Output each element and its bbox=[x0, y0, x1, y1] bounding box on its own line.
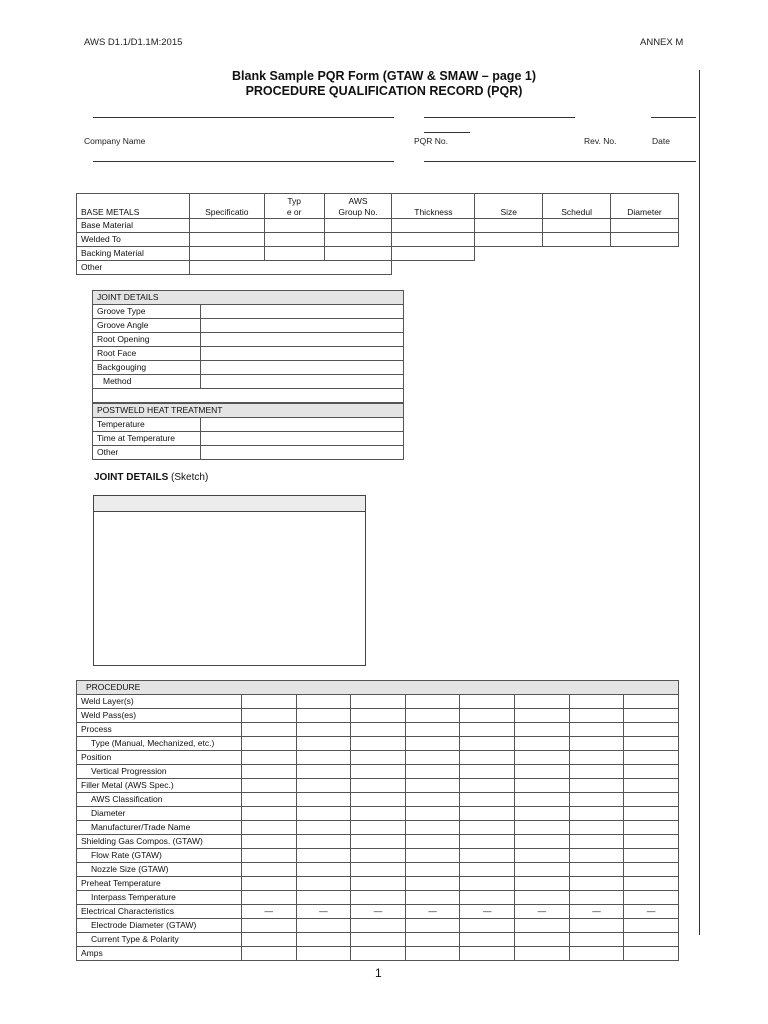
procedure-value-cell[interactable] bbox=[569, 933, 624, 947]
procedure-value-cell[interactable]: — bbox=[351, 905, 406, 919]
field-cell[interactable] bbox=[200, 361, 403, 375]
procedure-value-cell[interactable] bbox=[624, 765, 679, 779]
procedure-value-cell[interactable] bbox=[351, 793, 406, 807]
procedure-value-cell[interactable] bbox=[460, 933, 515, 947]
procedure-value-cell[interactable] bbox=[460, 919, 515, 933]
procedure-value-cell[interactable] bbox=[624, 807, 679, 821]
procedure-value-cell[interactable] bbox=[241, 835, 296, 849]
base-material-row bbox=[77, 219, 679, 233]
procedure-row-label: Manufacturer/Trade Name bbox=[77, 821, 242, 835]
annex-label: ANNEX M bbox=[640, 37, 684, 48]
procedure-row-label: Position bbox=[77, 751, 242, 765]
margin-rule bbox=[699, 70, 700, 935]
procedure-value-cell[interactable] bbox=[351, 807, 406, 821]
field-cell[interactable] bbox=[200, 347, 403, 361]
procedure-row bbox=[77, 877, 679, 891]
procedure-value-cell[interactable] bbox=[241, 863, 296, 877]
field-cell[interactable] bbox=[200, 319, 403, 333]
procedure-value-cell[interactable] bbox=[296, 821, 351, 835]
procedure-value-cell[interactable] bbox=[569, 695, 624, 709]
procedure-value-cell[interactable] bbox=[515, 919, 570, 933]
procedure-value-cell[interactable] bbox=[405, 821, 460, 835]
procedure-value-cell[interactable] bbox=[405, 835, 460, 849]
procedure-row-label: Type (Manual, Mechanized, etc.) bbox=[77, 737, 242, 751]
procedure-value-cell[interactable] bbox=[405, 849, 460, 863]
pqr-line-top bbox=[424, 117, 575, 118]
procedure-value-cell[interactable] bbox=[569, 821, 624, 835]
row-label: Temperature bbox=[93, 418, 201, 432]
procedure-value-cell[interactable] bbox=[515, 849, 570, 863]
row-label: Time at Temperature bbox=[93, 432, 201, 446]
procedure-value-cell[interactable] bbox=[515, 779, 570, 793]
procedure-value-cell[interactable] bbox=[624, 709, 679, 723]
procedure-value-cell[interactable] bbox=[569, 737, 624, 751]
procedure-row bbox=[77, 863, 679, 877]
field-cell[interactable] bbox=[324, 233, 392, 247]
procedure-value-cell[interactable] bbox=[296, 877, 351, 891]
procedure-row bbox=[77, 821, 679, 835]
field-cell[interactable] bbox=[264, 219, 324, 233]
procedure-value-cell[interactable] bbox=[351, 947, 406, 961]
joint-details-title: JOINT DETAILS bbox=[93, 291, 404, 305]
procedure-value-cell[interactable] bbox=[405, 765, 460, 779]
procedure-value-cell[interactable] bbox=[569, 919, 624, 933]
procedure-value-cell[interactable] bbox=[515, 863, 570, 877]
joint-row bbox=[93, 333, 404, 347]
procedure-row bbox=[77, 765, 679, 779]
procedure-value-cell[interactable] bbox=[405, 877, 460, 891]
procedure-value-cell[interactable] bbox=[405, 709, 460, 723]
procedure-value-cell[interactable] bbox=[515, 891, 570, 905]
procedure-value-cell[interactable] bbox=[296, 793, 351, 807]
procedure-row-label: Interpass Temperature bbox=[77, 891, 242, 905]
procedure-value-cell[interactable] bbox=[405, 919, 460, 933]
procedure-value-cell[interactable] bbox=[624, 919, 679, 933]
pwht-row bbox=[93, 432, 404, 446]
procedure-value-cell[interactable] bbox=[515, 695, 570, 709]
procedure-value-cell[interactable] bbox=[624, 737, 679, 751]
procedure-value-cell[interactable] bbox=[351, 919, 406, 933]
pwht-row bbox=[93, 446, 404, 460]
procedure-value-cell[interactable] bbox=[569, 723, 624, 737]
procedure-value-cell[interactable] bbox=[405, 891, 460, 905]
procedure-value-cell[interactable] bbox=[624, 695, 679, 709]
procedure-value-cell[interactable] bbox=[405, 947, 460, 961]
row-label: Other bbox=[77, 261, 190, 275]
procedure-value-cell[interactable] bbox=[241, 919, 296, 933]
field-cell[interactable] bbox=[200, 418, 403, 432]
field-cell[interactable] bbox=[264, 233, 324, 247]
size-header: Size bbox=[475, 194, 543, 219]
procedure-value-cell[interactable] bbox=[241, 751, 296, 765]
procedure-value-cell[interactable] bbox=[405, 793, 460, 807]
sketch-area[interactable] bbox=[93, 495, 366, 666]
joint-details-header-row bbox=[93, 291, 404, 305]
procedure-value-cell[interactable] bbox=[460, 849, 515, 863]
procedure-value-cell[interactable] bbox=[515, 709, 570, 723]
procedure-value-cell[interactable] bbox=[351, 765, 406, 779]
procedure-value-cell[interactable] bbox=[405, 723, 460, 737]
procedure-value-cell[interactable] bbox=[515, 821, 570, 835]
procedure-value-cell[interactable] bbox=[296, 933, 351, 947]
joint-row bbox=[93, 389, 404, 403]
procedure-value-cell[interactable] bbox=[569, 807, 624, 821]
procedure-value-cell[interactable] bbox=[405, 807, 460, 821]
page-number: 1 bbox=[375, 966, 382, 980]
procedure-value-cell[interactable] bbox=[460, 891, 515, 905]
procedure-value-cell[interactable] bbox=[515, 835, 570, 849]
procedure-value-cell[interactable] bbox=[460, 779, 515, 793]
procedure-value-cell[interactable] bbox=[515, 793, 570, 807]
procedure-value-cell[interactable] bbox=[405, 751, 460, 765]
procedure-value-cell[interactable] bbox=[624, 863, 679, 877]
procedure-value-cell[interactable] bbox=[351, 737, 406, 751]
procedure-value-cell[interactable] bbox=[405, 933, 460, 947]
company-name-label: Company Name bbox=[84, 136, 146, 146]
row-label: Groove Type bbox=[93, 305, 201, 319]
field-cell[interactable] bbox=[392, 247, 475, 261]
procedure-value-cell[interactable] bbox=[460, 737, 515, 751]
row-label: Method bbox=[93, 375, 201, 389]
procedure-value-cell[interactable] bbox=[241, 947, 296, 961]
pqr-rev-date-field[interactable] bbox=[424, 161, 696, 162]
joint-row bbox=[93, 305, 404, 319]
procedure-row bbox=[77, 905, 679, 919]
pqr-line-short bbox=[424, 132, 470, 133]
schedule-header: Schedul bbox=[543, 194, 611, 219]
procedure-value-cell[interactable] bbox=[515, 947, 570, 961]
joint-row bbox=[93, 361, 404, 375]
procedure-row bbox=[77, 737, 679, 751]
backing-material-row bbox=[77, 247, 679, 261]
procedure-value-cell[interactable] bbox=[460, 877, 515, 891]
procedure-row-label: Flow Rate (GTAW) bbox=[77, 849, 242, 863]
procedure-row-label: Electrode Diameter (GTAW) bbox=[77, 919, 242, 933]
procedure-value-cell[interactable] bbox=[569, 765, 624, 779]
procedure-value-cell[interactable] bbox=[460, 947, 515, 961]
procedure-value-cell[interactable] bbox=[624, 877, 679, 891]
procedure-value-cell[interactable]: — bbox=[460, 905, 515, 919]
procedure-value-cell[interactable] bbox=[515, 933, 570, 947]
procedure-value-cell[interactable] bbox=[515, 723, 570, 737]
procedure-value-cell[interactable]: — bbox=[515, 905, 570, 919]
procedure-value-cell[interactable] bbox=[515, 765, 570, 779]
rev-no-label: Rev. No. bbox=[584, 136, 617, 146]
procedure-value-cell[interactable] bbox=[624, 849, 679, 863]
procedure-value-cell[interactable] bbox=[460, 695, 515, 709]
procedure-value-cell[interactable] bbox=[351, 849, 406, 863]
row-label: Groove Angle bbox=[93, 319, 201, 333]
procedure-row bbox=[77, 751, 679, 765]
procedure-value-cell[interactable] bbox=[624, 821, 679, 835]
procedure-row-label: Amps bbox=[77, 947, 242, 961]
procedure-value-cell[interactable] bbox=[241, 821, 296, 835]
form-subtitle: PROCEDURE QUALIFICATION RECORD (PQR) bbox=[245, 84, 523, 98]
procedure-value-cell[interactable] bbox=[296, 835, 351, 849]
procedure-header-row bbox=[77, 681, 679, 695]
row-label: Welded To bbox=[77, 233, 190, 247]
procedure-value-cell[interactable] bbox=[460, 835, 515, 849]
field-cell[interactable] bbox=[189, 261, 392, 275]
procedure-value-cell[interactable] bbox=[624, 933, 679, 947]
field-cell[interactable] bbox=[475, 233, 543, 247]
procedure-value-cell[interactable] bbox=[296, 751, 351, 765]
procedure-value-cell[interactable] bbox=[296, 779, 351, 793]
procedure-value-cell[interactable] bbox=[569, 835, 624, 849]
procedure-value-cell[interactable] bbox=[624, 891, 679, 905]
procedure-value-cell[interactable] bbox=[241, 807, 296, 821]
document-code: AWS D1.1/D1.1M:2015 bbox=[84, 37, 183, 48]
procedure-value-cell[interactable] bbox=[624, 835, 679, 849]
procedure-value-cell[interactable] bbox=[515, 751, 570, 765]
procedure-value-cell[interactable] bbox=[405, 863, 460, 877]
procedure-row bbox=[77, 793, 679, 807]
joint-row bbox=[93, 319, 404, 333]
procedure-value-cell[interactable] bbox=[624, 947, 679, 961]
pwht-table bbox=[92, 403, 404, 460]
field-cell[interactable] bbox=[611, 233, 679, 247]
procedure-row bbox=[77, 695, 679, 709]
procedure-value-cell[interactable] bbox=[460, 863, 515, 877]
procedure-value-cell[interactable] bbox=[296, 947, 351, 961]
procedure-value-cell[interactable]: — bbox=[569, 905, 624, 919]
procedure-value-cell[interactable] bbox=[569, 793, 624, 807]
row-label: Base Material bbox=[77, 219, 190, 233]
field-cell[interactable] bbox=[324, 219, 392, 233]
field-cell[interactable] bbox=[189, 219, 264, 233]
procedure-value-cell[interactable] bbox=[296, 863, 351, 877]
procedure-row bbox=[77, 835, 679, 849]
pwht-row bbox=[93, 418, 404, 432]
procedure-value-cell[interactable] bbox=[351, 779, 406, 793]
other-row bbox=[77, 261, 679, 275]
procedure-value-cell[interactable] bbox=[241, 709, 296, 723]
procedure-value-cell[interactable]: — bbox=[296, 905, 351, 919]
procedure-value-cell[interactable]: — bbox=[241, 905, 296, 919]
aws-group-header: AWS Group No. bbox=[324, 194, 392, 219]
field-cell[interactable] bbox=[324, 247, 392, 261]
procedure-value-cell[interactable] bbox=[351, 751, 406, 765]
procedure-value-cell[interactable] bbox=[405, 737, 460, 751]
procedure-value-cell[interactable] bbox=[241, 877, 296, 891]
procedure-value-cell[interactable] bbox=[515, 807, 570, 821]
procedure-row-label: Vertical Progression bbox=[77, 765, 242, 779]
procedure-value-cell[interactable] bbox=[296, 849, 351, 863]
procedure-value-cell[interactable] bbox=[569, 779, 624, 793]
procedure-value-cell[interactable] bbox=[351, 933, 406, 947]
field-cell[interactable] bbox=[392, 219, 475, 233]
field-cell[interactable] bbox=[543, 233, 611, 247]
procedure-value-cell[interactable] bbox=[460, 807, 515, 821]
procedure-row bbox=[77, 709, 679, 723]
procedure-row-label: Diameter bbox=[77, 807, 242, 821]
procedure-row bbox=[77, 723, 679, 737]
sketch-title-bar bbox=[94, 496, 365, 512]
date-line-top bbox=[651, 117, 696, 118]
sketch-heading-bold: JOINT DETAILS bbox=[94, 472, 169, 483]
procedure-value-cell[interactable] bbox=[460, 821, 515, 835]
procedure-row bbox=[77, 779, 679, 793]
sketch-heading bbox=[94, 472, 208, 483]
procedure-value-cell[interactable] bbox=[241, 933, 296, 947]
field-cell[interactable] bbox=[611, 219, 679, 233]
procedure-row-label: Filler Metal (AWS Spec.) bbox=[77, 779, 242, 793]
procedure-row-label: Electrical Characteristics bbox=[77, 905, 242, 919]
procedure-value-cell[interactable] bbox=[296, 891, 351, 905]
procedure-value-cell[interactable] bbox=[460, 765, 515, 779]
procedure-row bbox=[77, 891, 679, 905]
procedure-value-cell[interactable] bbox=[460, 751, 515, 765]
procedure-value-cell[interactable] bbox=[460, 723, 515, 737]
procedure-row-label: Nozzle Size (GTAW) bbox=[77, 863, 242, 877]
procedure-row-label: Current Type & Polarity bbox=[77, 933, 242, 947]
procedure-value-cell[interactable]: — bbox=[405, 905, 460, 919]
base-metals-table bbox=[76, 193, 679, 275]
procedure-value-cell[interactable] bbox=[296, 695, 351, 709]
procedure-value-cell[interactable] bbox=[351, 835, 406, 849]
field-cell[interactable] bbox=[200, 432, 403, 446]
procedure-value-cell[interactable] bbox=[296, 723, 351, 737]
procedure-value-cell[interactable] bbox=[569, 891, 624, 905]
procedure-value-cell[interactable] bbox=[296, 919, 351, 933]
procedure-value-cell[interactable] bbox=[569, 709, 624, 723]
welded-to-row bbox=[77, 233, 679, 247]
procedure-value-cell[interactable] bbox=[296, 737, 351, 751]
procedure-value-cell[interactable] bbox=[405, 779, 460, 793]
procedure-row bbox=[77, 947, 679, 961]
form-title: Blank Sample PQR Form (GTAW & SMAW – page 1) bbox=[232, 69, 536, 83]
joint-row bbox=[93, 375, 404, 389]
procedure-value-cell[interactable] bbox=[515, 877, 570, 891]
procedure-value-cell[interactable] bbox=[296, 709, 351, 723]
procedure-row bbox=[77, 849, 679, 863]
procedure-title: PROCEDURE bbox=[77, 681, 679, 695]
procedure-value-cell[interactable] bbox=[624, 723, 679, 737]
company-name-field[interactable] bbox=[93, 161, 394, 162]
procedure-value-cell[interactable] bbox=[296, 807, 351, 821]
procedure-value-cell[interactable] bbox=[241, 779, 296, 793]
pwht-title: POSTWELD HEAT TREATMENT bbox=[93, 404, 404, 418]
procedure-value-cell[interactable] bbox=[351, 695, 406, 709]
field-cell[interactable] bbox=[189, 233, 264, 247]
field-cell[interactable] bbox=[475, 219, 543, 233]
field-cell[interactable] bbox=[93, 389, 404, 403]
procedure-value-cell[interactable] bbox=[405, 695, 460, 709]
row-label: Root Face bbox=[93, 347, 201, 361]
field-cell[interactable] bbox=[200, 375, 403, 389]
field-cell[interactable] bbox=[543, 219, 611, 233]
pqr-no-label: PQR No. bbox=[414, 136, 449, 146]
type-grade-header: Typ e or bbox=[264, 194, 324, 219]
procedure-row-label: Weld Layer(s) bbox=[77, 695, 242, 709]
procedure-value-cell[interactable]: — bbox=[624, 905, 679, 919]
procedure-value-cell[interactable] bbox=[241, 695, 296, 709]
joint-details-table bbox=[92, 290, 404, 403]
procedure-value-cell[interactable] bbox=[569, 751, 624, 765]
procedure-value-cell[interactable] bbox=[241, 849, 296, 863]
joint-row bbox=[93, 347, 404, 361]
company-line-top bbox=[93, 117, 394, 118]
thickness-header: Thickness bbox=[392, 194, 475, 219]
procedure-row-label: Weld Pass(es) bbox=[77, 709, 242, 723]
procedure-table bbox=[76, 680, 679, 961]
row-label: Other bbox=[93, 446, 201, 460]
field-cell[interactable] bbox=[392, 233, 475, 247]
procedure-value-cell[interactable] bbox=[569, 877, 624, 891]
procedure-value-cell[interactable] bbox=[351, 723, 406, 737]
procedure-value-cell[interactable] bbox=[351, 709, 406, 723]
procedure-value-cell[interactable] bbox=[351, 821, 406, 835]
procedure-value-cell[interactable] bbox=[296, 765, 351, 779]
field-cell[interactable] bbox=[200, 446, 403, 460]
procedure-value-cell[interactable] bbox=[241, 891, 296, 905]
procedure-value-cell[interactable] bbox=[351, 877, 406, 891]
procedure-value-cell[interactable] bbox=[624, 751, 679, 765]
procedure-row-label: Preheat Temperature bbox=[77, 877, 242, 891]
pwht-header-row bbox=[93, 404, 404, 418]
field-cell[interactable] bbox=[264, 247, 324, 261]
procedure-value-cell[interactable] bbox=[624, 793, 679, 807]
procedure-row bbox=[77, 919, 679, 933]
procedure-value-cell[interactable] bbox=[241, 723, 296, 737]
procedure-value-cell[interactable] bbox=[351, 891, 406, 905]
procedure-row-label: Shielding Gas Compos. (GTAW) bbox=[77, 835, 242, 849]
base-metals-header: BASE METALS bbox=[77, 194, 190, 219]
row-label: Root Opening bbox=[93, 333, 201, 347]
base-metals-header-row bbox=[77, 194, 679, 219]
procedure-row bbox=[77, 933, 679, 947]
field-cell[interactable] bbox=[200, 333, 403, 347]
date-label: Date bbox=[652, 136, 670, 146]
diameter-header: Diameter bbox=[611, 194, 679, 219]
procedure-value-cell[interactable] bbox=[569, 849, 624, 863]
row-label: Backgouging bbox=[93, 361, 201, 375]
procedure-value-cell[interactable] bbox=[241, 765, 296, 779]
procedure-value-cell[interactable] bbox=[460, 793, 515, 807]
procedure-value-cell[interactable] bbox=[515, 737, 570, 751]
procedure-value-cell[interactable] bbox=[460, 709, 515, 723]
procedure-value-cell[interactable] bbox=[624, 779, 679, 793]
procedure-value-cell[interactable] bbox=[351, 863, 406, 877]
procedure-row-label: AWS Classification bbox=[77, 793, 242, 807]
procedure-value-cell[interactable] bbox=[241, 793, 296, 807]
procedure-row-label: Process bbox=[77, 723, 242, 737]
field-cell[interactable] bbox=[189, 247, 264, 261]
procedure-value-cell[interactable] bbox=[569, 863, 624, 877]
row-label: Backing Material bbox=[77, 247, 190, 261]
procedure-value-cell[interactable] bbox=[569, 947, 624, 961]
sketch-heading-rest: (Sketch) bbox=[168, 472, 209, 483]
field-cell[interactable] bbox=[200, 305, 403, 319]
procedure-row bbox=[77, 807, 679, 821]
specification-header: Specificatio bbox=[189, 194, 264, 219]
procedure-value-cell[interactable] bbox=[241, 737, 296, 751]
